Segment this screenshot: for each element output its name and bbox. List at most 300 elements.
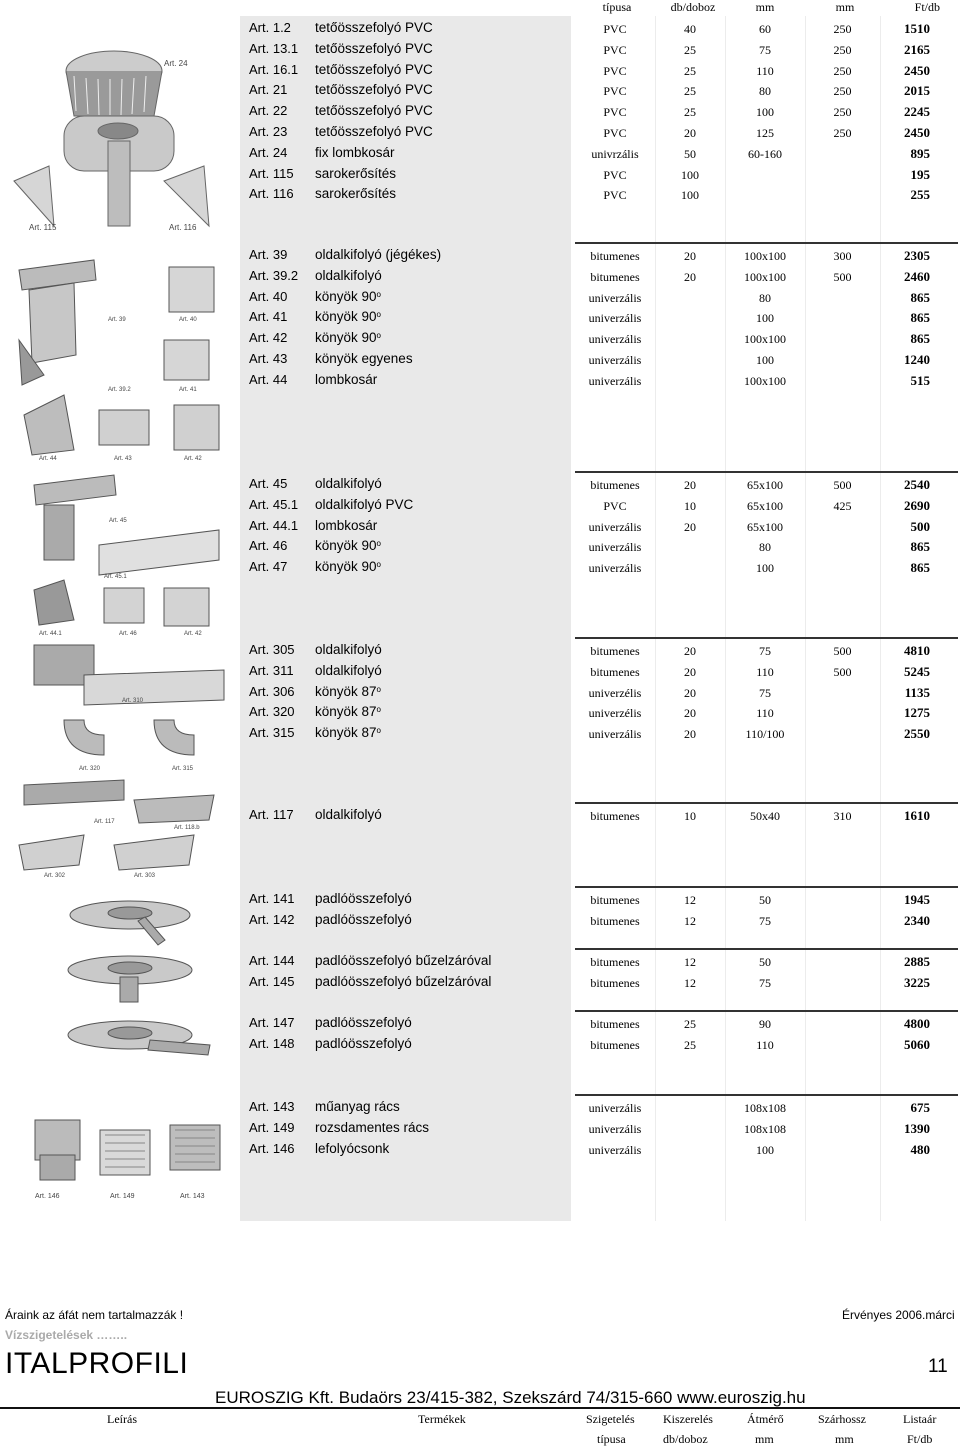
product-name (315, 289, 381, 304)
list-price: 865 (910, 539, 930, 555)
article-number: Art. 47 (249, 559, 288, 575)
diameter-mm: 100x100 (744, 269, 786, 284)
image-label: Art. 42 (184, 631, 202, 637)
product-name (315, 309, 381, 324)
pack-quantity: 25 (684, 42, 696, 57)
footer-col-stem-length: Szárhossz (818, 1412, 866, 1426)
stem-length-mm: 500 (833, 478, 852, 492)
article-number: Art. 41 (249, 309, 288, 325)
image-label: Art. 118.b (174, 825, 200, 831)
article-number: Art. 143 (249, 1099, 295, 1114)
product-name (315, 953, 491, 968)
product-name (315, 103, 433, 118)
product-name (315, 247, 441, 262)
grate-images (20, 1100, 240, 1205)
article-number: Art. 44.1 (249, 517, 299, 533)
degree-mark: o (376, 726, 381, 736)
diameter-mm: 50 (759, 955, 771, 969)
page-number: 11 (928, 1356, 948, 1377)
product-name (315, 1015, 412, 1030)
pack-quantity: 25 (684, 105, 696, 120)
article-number: Art. 43 (249, 351, 288, 366)
diameter-mm: 50 (759, 893, 771, 907)
degree-mark: o (376, 289, 381, 299)
article-number: Art. 115 (249, 165, 294, 181)
product-name (315, 82, 433, 97)
product-name-text: könyök egyenes (315, 351, 413, 366)
insulation-type: univerzális (588, 519, 642, 534)
article-number: Art. 148 (249, 1035, 295, 1051)
list-price: 1240 (904, 352, 930, 367)
product-name (315, 330, 381, 345)
list-price: 1390 (904, 1120, 930, 1136)
diameter-mm: 100 (756, 311, 774, 326)
pack-quantity: 20 (684, 644, 696, 658)
product-name-text: könyök 87 (315, 683, 377, 699)
product-name-text: oldalkifolyó (315, 642, 382, 657)
insulation-type: PVC (603, 126, 627, 140)
insulation-type: univerzális (588, 727, 642, 742)
product-name-text: könyök 90 (315, 330, 377, 346)
company-info: EUROSZIG Kft. Budaörs 23/415-382, Szekszárd 74/315-660 www.euroszig.hu (215, 1388, 806, 1407)
product-name (315, 725, 381, 740)
product-name-text: oldalkifolyó (315, 476, 382, 491)
list-price: 895 (910, 145, 930, 161)
product-name (315, 912, 412, 927)
pack-quantity: 12 (684, 955, 696, 969)
stem-length-mm: 250 (833, 105, 852, 120)
pack-quantity: 100 (681, 167, 699, 182)
diameter-mm: 110 (756, 706, 774, 721)
product-name (315, 268, 382, 283)
product-name-text: könyök 90 (315, 309, 377, 325)
diameter-mm: 110 (756, 63, 774, 78)
product-name-text: lombkosár (315, 517, 378, 533)
stem-length-mm: 250 (833, 42, 852, 57)
degree-mark: o (376, 705, 381, 715)
insulation-type: univerzális (588, 1142, 642, 1157)
stem-length-mm: 300 (833, 249, 852, 263)
product-name (315, 41, 433, 56)
image-label: Art. 302 (44, 873, 66, 879)
pack-quantity: 20 (684, 727, 696, 742)
diameter-mm: 100x100 (744, 373, 786, 388)
diameter-mm: 75 (759, 685, 771, 700)
diameter-mm: 60-160 (748, 146, 782, 161)
insulation-type: univerzális (588, 332, 642, 347)
image-label: Art. 44.1 (39, 631, 62, 637)
product-name-text: tetőösszefolyó PVC (315, 40, 433, 56)
article-number: Art. 117 (249, 807, 294, 822)
insulation-type: bitumenes (590, 644, 640, 658)
product-name (315, 351, 413, 366)
diameter-mm: 90 (759, 1017, 771, 1031)
product-name-text: padlóösszefolyó bűzelzáróval (315, 973, 492, 989)
diameter-mm: 100 (756, 105, 774, 120)
image-label: Art. 45 (109, 518, 127, 524)
stem-length-mm: 250 (833, 22, 852, 36)
pack-quantity: 50 (684, 146, 696, 161)
product-name-text: tetőösszefolyó PVC (315, 82, 433, 98)
product-name (315, 497, 413, 512)
diameter-mm: 75 (759, 975, 771, 990)
diameter-mm: 65x100 (747, 498, 783, 513)
product-name (315, 642, 382, 657)
pack-quantity: 10 (684, 498, 696, 513)
insulation-type: univerzális (588, 373, 642, 388)
list-price: 480 (910, 1141, 930, 1157)
pack-quantity: 12 (684, 975, 696, 990)
article-number: Art. 141 (249, 891, 295, 906)
list-price: 865 (910, 560, 930, 576)
product-name-text: padlóösszefolyó (315, 891, 412, 906)
product-name (315, 166, 396, 181)
image-label: Art. 320 (79, 766, 101, 772)
diameter-mm: 65x100 (747, 519, 783, 534)
diameter-mm: 65x100 (747, 478, 783, 492)
validity-note: Érvényes 2006.márci (842, 1308, 955, 1322)
product-name (315, 684, 381, 699)
image-label: Art. 43 (114, 456, 132, 462)
insulation-type: bitumenes (590, 975, 640, 990)
product-name-text: könyök 90 (315, 538, 377, 554)
footer-unit-mm1: mm (755, 1432, 774, 1446)
insulation-type: bitumenes (590, 809, 640, 823)
product-name (315, 663, 382, 678)
footer-divider (0, 1407, 960, 1409)
article-number: Art. 16.1 (249, 61, 299, 77)
footer-unit-price: Ft/db (907, 1432, 933, 1446)
insulation-type: bitumenes (590, 1037, 640, 1052)
image-label: Art. 39.2 (108, 387, 131, 393)
diameter-mm: 100 (756, 1142, 774, 1157)
image-label: Art. 115 (29, 223, 57, 232)
image-label: Art. 40 (179, 317, 197, 323)
image-label: Art. 45.1 (104, 574, 127, 580)
pack-quantity: 20 (684, 249, 696, 263)
article-number: Art. 144 (249, 953, 295, 968)
article-number: Art. 44 (249, 371, 288, 387)
insulation-type: bitumenes (590, 478, 640, 492)
insulation-type: PVC (603, 188, 627, 203)
insulation-type: univerzélis (588, 685, 642, 700)
product-name (315, 186, 396, 201)
floor-drain-images (40, 885, 240, 1095)
pack-quantity: 12 (684, 913, 696, 928)
list-price: 2305 (904, 248, 930, 263)
image-label: Art. 39 (108, 317, 126, 323)
image-label: Art. 143 (180, 1193, 205, 1200)
footer-col-list-price: Listaár (903, 1412, 937, 1426)
list-price: 2450 (904, 62, 930, 78)
insulation-type: univerzális (588, 290, 642, 305)
diameter-mm: 110 (756, 1037, 774, 1052)
pack-quantity: 25 (684, 84, 696, 99)
diameter-mm: 50x40 (750, 809, 780, 823)
round-outlet-images (4, 640, 236, 775)
section-title: Vízszigetelések …….. (5, 1328, 128, 1342)
product-name (315, 124, 433, 139)
diameter-mm: 80 (759, 290, 771, 305)
pack-quantity: 20 (684, 519, 696, 534)
list-price: 865 (910, 289, 930, 305)
image-label: Art. 149 (110, 1193, 135, 1200)
article-number: Art. 45.1 (249, 496, 299, 512)
insulation-type: univerzális (588, 1101, 642, 1115)
header-pack: db/doboz (670, 0, 716, 14)
insulation-type: PVC (603, 498, 627, 513)
diameter-mm: 100x100 (744, 249, 786, 263)
list-price: 2690 (904, 497, 930, 513)
pack-quantity: 25 (684, 1037, 696, 1052)
product-name-text: padlóösszefolyó (315, 1035, 412, 1051)
list-price: 2450 (904, 125, 930, 140)
list-price: 500 (910, 518, 930, 534)
product-name-text: oldalkifolyó (jégékes) (315, 247, 442, 262)
insulation-type: univerzélis (588, 706, 642, 721)
article-number: Art. 320 (249, 704, 295, 720)
insulation-type: univerzális (588, 561, 642, 576)
list-price: 1945 (904, 892, 930, 907)
list-price: 1135 (904, 684, 930, 700)
pack-quantity: 25 (684, 1017, 696, 1031)
outlet-45-images (4, 470, 236, 640)
product-name-text: oldalkifolyó PVC (315, 496, 414, 512)
image-label: Art. 24 (164, 59, 188, 68)
list-price: 5245 (904, 663, 930, 679)
product-name (315, 891, 412, 906)
diameter-mm: 75 (759, 913, 771, 928)
product-name (315, 476, 382, 491)
image-label: Art. 116 (169, 223, 197, 232)
image-label: Art. 146 (35, 1193, 60, 1200)
footer-unit-mm2: mm (835, 1432, 854, 1446)
product-name-text: könyök 90 (315, 559, 377, 575)
article-number: Art. 24 (249, 144, 288, 160)
product-name-text: padlóösszefolyó (315, 1015, 412, 1030)
insulation-type: PVC (603, 22, 627, 36)
insulation-type: bitumenes (590, 893, 640, 907)
product-name-text: oldalkifolyó (315, 807, 382, 822)
header-price: Ft/db (914, 0, 940, 14)
product-name-text: tetőösszefolyó PVC (315, 124, 433, 139)
article-number: Art. 305 (249, 642, 295, 657)
outlet-117-images (4, 775, 236, 880)
product-name-text: könyök 90 (315, 288, 377, 304)
article-number: Art. 42 (249, 330, 288, 346)
list-price: 1510 (904, 21, 930, 36)
list-price: 2460 (904, 268, 930, 284)
list-price: 255 (910, 187, 930, 203)
list-price: 2015 (904, 83, 930, 99)
article-number: Art. 116 (249, 186, 294, 202)
product-name-text: tetőösszefolyó PVC (315, 20, 433, 35)
list-price: 1275 (904, 705, 930, 721)
list-price: 3225 (904, 974, 930, 990)
brand-name: ITALPROFILI (5, 1347, 189, 1380)
footer-unit-type: típusa (597, 1432, 626, 1446)
product-name-text: műanyag rács (315, 1099, 400, 1114)
stem-length-mm: 500 (833, 269, 852, 284)
insulation-type: PVC (603, 42, 627, 57)
product-name-text: könyök 87 (315, 704, 377, 720)
pack-quantity: 25 (684, 63, 696, 78)
stem-length-mm: 500 (833, 644, 852, 658)
article-number: Art. 13.1 (249, 40, 299, 56)
stem-length-mm: 250 (833, 126, 852, 140)
list-price: 515 (910, 372, 930, 388)
list-price: 2885 (904, 954, 930, 969)
product-name-text: padlóösszefolyó (315, 911, 412, 927)
list-price: 2340 (904, 912, 930, 928)
footer-col-products: Termékek (418, 1412, 466, 1426)
stem-length-mm: 500 (833, 664, 852, 679)
insulation-type: bitumenes (590, 664, 640, 679)
product-name (315, 807, 382, 822)
list-price: 2550 (904, 726, 930, 742)
pack-quantity: 20 (684, 126, 696, 140)
diameter-mm: 110 (756, 664, 774, 679)
pack-quantity: 20 (684, 706, 696, 721)
header-mm2: mm (835, 0, 855, 14)
article-number: Art. 146 (249, 1140, 295, 1156)
article-number: Art. 22 (249, 103, 288, 119)
insulation-type: univerzális (588, 1121, 642, 1136)
image-label: Art. 44 (39, 456, 57, 462)
vat-note: Áraink az áfát nem tartalmazzák ! (5, 1308, 184, 1322)
stem-length-mm: 425 (833, 498, 852, 513)
insulation-type: bitumenes (590, 1017, 640, 1031)
list-price: 865 (910, 331, 930, 347)
product-name (315, 145, 395, 160)
insulation-type: bitumenes (590, 249, 640, 263)
degree-mark: o (376, 539, 381, 549)
insulation-type: bitumenes (590, 913, 640, 928)
product-name-text: oldalkifolyó (315, 267, 382, 283)
footer-col-packaging: Kiszerelés (663, 1412, 713, 1426)
list-price: 865 (910, 310, 930, 326)
product-name (315, 559, 381, 574)
insulation-type: PVC (603, 167, 627, 182)
diameter-mm: 110/100 (745, 727, 785, 742)
list-price: 2165 (904, 41, 930, 57)
footer-col-insulation: Szigetelés (586, 1412, 635, 1426)
article-number: Art. 39 (249, 247, 288, 262)
diameter-mm: 100 (756, 561, 774, 576)
product-name (315, 372, 377, 387)
product-name (315, 518, 377, 533)
diameter-mm: 80 (759, 540, 771, 555)
article-number: Art. 306 (249, 683, 295, 699)
pack-quantity: 20 (684, 664, 696, 679)
footer-col-diameter: Átmérő (747, 1412, 784, 1426)
product-name (315, 1120, 429, 1135)
diameter-mm: 100 (756, 353, 774, 367)
footer-unit-pack: db/doboz (663, 1432, 708, 1446)
list-price: 675 (910, 1100, 930, 1115)
header-type: típusa (602, 0, 632, 14)
insulation-type: PVC (603, 84, 627, 99)
product-name-text: tetőösszefolyó PVC (315, 103, 433, 119)
pack-quantity: 20 (684, 269, 696, 284)
insulation-type: univerzális (588, 353, 642, 367)
header-mm1: mm (755, 0, 775, 14)
pack-quantity: 40 (684, 22, 696, 36)
degree-mark: o (376, 684, 381, 694)
article-number: Art. 21 (249, 82, 288, 98)
pack-quantity: 20 (684, 685, 696, 700)
product-name-text: rozsdamentes rács (315, 1119, 430, 1135)
list-price: 2245 (904, 104, 930, 120)
list-price: 2540 (904, 477, 930, 492)
image-label: Art. 46 (119, 631, 137, 637)
list-price: 4810 (904, 643, 930, 658)
product-name-text: fix lombkosár (315, 144, 395, 160)
image-label: Art. 310 (122, 698, 144, 704)
article-number: Art. 46 (249, 538, 288, 554)
pack-quantity: 100 (681, 188, 699, 203)
insulation-type: univrzális (591, 146, 639, 161)
product-name-text: lefolyócsonk (315, 1140, 390, 1156)
product-name-text: padlóösszefolyó bűzelzáróval (315, 953, 492, 968)
diameter-mm: 80 (759, 84, 771, 99)
article-number: Art. 315 (249, 725, 295, 741)
side-outlet-images (4, 245, 236, 465)
article-number: Art. 145 (249, 973, 295, 989)
article-number: Art. 39.2 (249, 267, 299, 283)
product-name (315, 20, 433, 35)
insulation-type: bitumenes (590, 955, 640, 969)
article-number: Art. 311 (249, 662, 294, 678)
stem-length-mm: 250 (833, 84, 852, 99)
list-price: 4800 (904, 1016, 930, 1031)
degree-mark: o (376, 310, 381, 320)
image-label: Art. 303 (134, 873, 156, 879)
article-number: Art. 23 (249, 124, 288, 139)
article-number: Art. 142 (249, 911, 295, 927)
product-name-text: oldalkifolyó (315, 662, 382, 678)
product-name (315, 1036, 412, 1051)
insulation-type: PVC (603, 105, 627, 120)
product-name-text: tetőösszefolyó PVC (315, 61, 433, 77)
article-number: Art. 40 (249, 288, 288, 304)
product-name-text: könyök 87 (315, 725, 377, 741)
product-name (315, 1099, 400, 1114)
list-price: 195 (910, 166, 930, 182)
diameter-mm: 75 (759, 644, 771, 658)
column-header (575, 0, 960, 16)
product-name-text: lombkosár (315, 371, 378, 387)
insulation-type: bitumenes (590, 269, 640, 284)
degree-mark: o (376, 560, 381, 570)
diameter-mm: 108x108 (744, 1121, 786, 1136)
image-label: Art. 117 (94, 819, 115, 825)
product-name (315, 974, 491, 989)
insulation-type: univerzális (588, 311, 642, 326)
diameter-mm: 60 (759, 22, 771, 36)
article-number: Art. 1.2 (249, 20, 291, 35)
diameter-mm: 100x100 (744, 332, 786, 347)
stem-length-mm: 310 (833, 809, 852, 823)
diameter-mm: 108x108 (744, 1101, 786, 1115)
product-name (315, 62, 433, 77)
insulation-type: PVC (603, 63, 627, 78)
degree-mark: o (376, 331, 381, 341)
diameter-mm: 125 (756, 126, 774, 140)
article-number: Art. 147 (249, 1015, 295, 1030)
product-name-text: sarokerősítés (315, 165, 397, 181)
image-label: Art. 41 (179, 387, 197, 393)
